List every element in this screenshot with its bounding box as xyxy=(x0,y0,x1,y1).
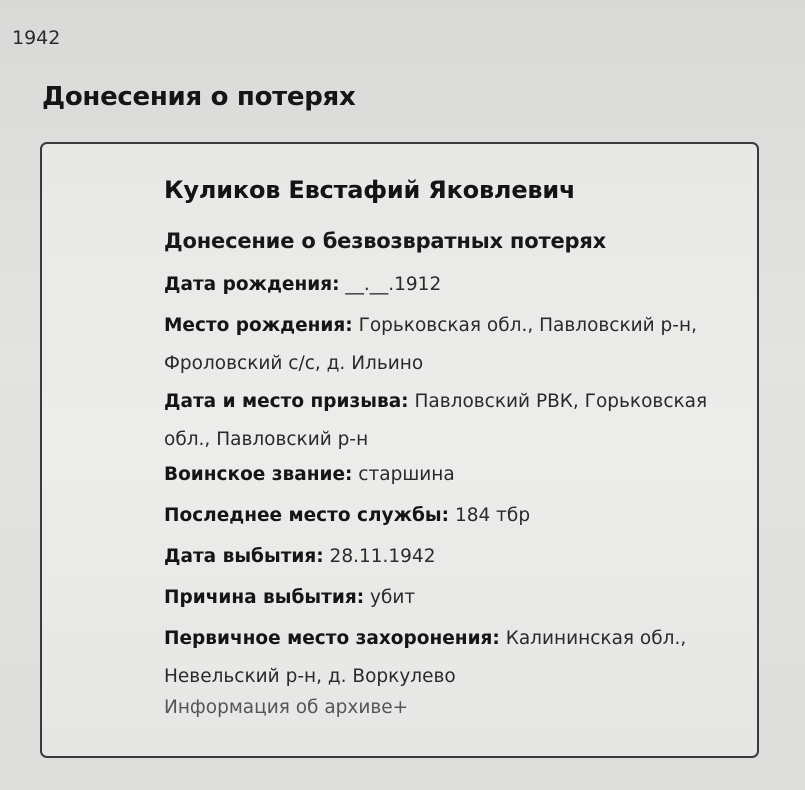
field-burial-place xyxy=(164,620,744,696)
field-birth-place xyxy=(164,307,744,383)
field-label: Воинское звание: xyxy=(164,464,353,485)
field-value: Горьковская обл., Павловский р-н, Фроловский с/с, д. Ильино xyxy=(164,315,697,374)
field-departure-reason xyxy=(164,579,744,617)
field-last-service xyxy=(164,497,744,535)
person-name: Куликов Евстафий Яковлевич xyxy=(164,176,576,204)
field-value: 28.11.1942 xyxy=(329,546,436,567)
field-label: Первичное место захоронения: xyxy=(164,628,500,649)
field-label: Дата выбытия: xyxy=(164,546,324,567)
field-label: Дата рождения: xyxy=(164,274,340,295)
field-value: Павловский РВК, Горьковская обл., Павловский р-н xyxy=(164,391,708,450)
field-label: Причина выбытия: xyxy=(164,587,365,608)
report-type: Донесение о безвозвратных потерях xyxy=(164,229,606,253)
archive-info-link[interactable]: Информация об архиве+ xyxy=(164,697,409,718)
field-value: убит xyxy=(370,587,416,608)
field-departure-date xyxy=(164,538,744,576)
field-value: старшина xyxy=(358,464,455,485)
field-birth-date xyxy=(164,266,744,304)
field-value: 184 тбр xyxy=(454,505,531,526)
record-card xyxy=(40,142,759,758)
year-label: 1942 xyxy=(12,27,61,49)
field-value: __.__.1912 xyxy=(345,274,442,295)
field-rank xyxy=(164,456,744,494)
field-label: Дата и место призыва: xyxy=(164,391,409,412)
field-conscription xyxy=(164,383,744,459)
field-label: Последнее место службы: xyxy=(164,505,450,526)
field-value: Калининская обл., Невельский р-н, д. Воркулево xyxy=(164,628,687,687)
field-label: Место рождения: xyxy=(164,315,353,336)
section-title: Донесения о потерях xyxy=(42,82,356,112)
